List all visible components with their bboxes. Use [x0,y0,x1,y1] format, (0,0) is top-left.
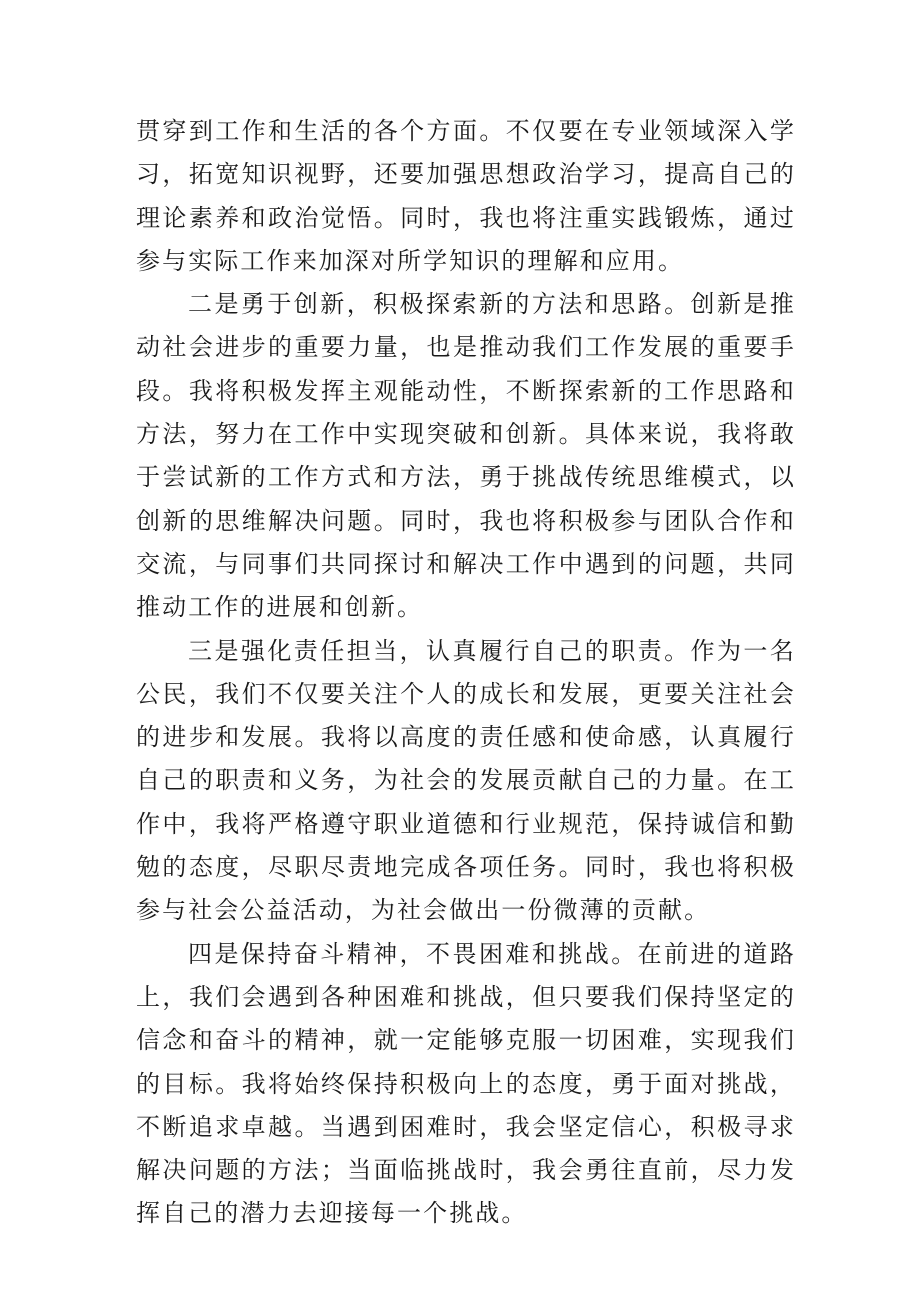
paragraph-continuation: 贯穿到工作和生活的各个方面。不仅要在专业领域深入学习，拓宽知识视野，还要加强思想政治学习，提高自己的理论素养和政治觉悟。同时，我也将注重实践锻炼，通过参与实际工作来加深对所学知识的理解和应用。 [136,117,796,275]
document-body [136,110,796,1236]
paragraph-perseverance: 四是保持奋斗精神，不畏困难和挑战。在前进的道路上，我们会遇到各种困难和挑战，但只要我们保持坚定的信念和奋斗的精神，就一定能够克服一切困难，实现我们的目标。我将始终保持积极向上的态度，勇于面对挑战，不断追求卓越。当遇到困难时，我会坚定信心，积极寻求解决问题的方法；当面临挑战时，我会勇往直前，尽力发挥自己的潜力去迎接每一个挑战。 [136,939,796,1228]
paragraph-innovation: 二是勇于创新，积极探索新的方法和思路。创新是推动社会进步的重要力量，也是推动我们工作发展的重要手段。我将积极发挥主观能动性，不断探索新的工作思路和方法，努力在工作中实现突破和创新。具体来说，我将敢于尝试新的工作方式和方法，勇于挑战传统思维模式，以创新的思维解决问题。同时，我也将积极参与团队合作和交流，与同事们共同探讨和解决工作中遇到的问题，共同推动工作的进展和创新。 [136,290,796,622]
paragraph-responsibility: 三是强化责任担当，认真履行自己的职责。作为一名公民，我们不仅要关注个人的成长和发展，更要关注社会的进步和发展。我将以高度的责任感和使命感，认真履行自己的职责和义务，为社会的发展贡献自己的力量。在工作中，我将严格遵守职业道德和行业规范，保持诚信和勤勉的态度，尽职尽责地完成各项任务。同时，我也将积极参与社会公益活动，为社会做出一份微薄的贡献。 [136,636,796,925]
